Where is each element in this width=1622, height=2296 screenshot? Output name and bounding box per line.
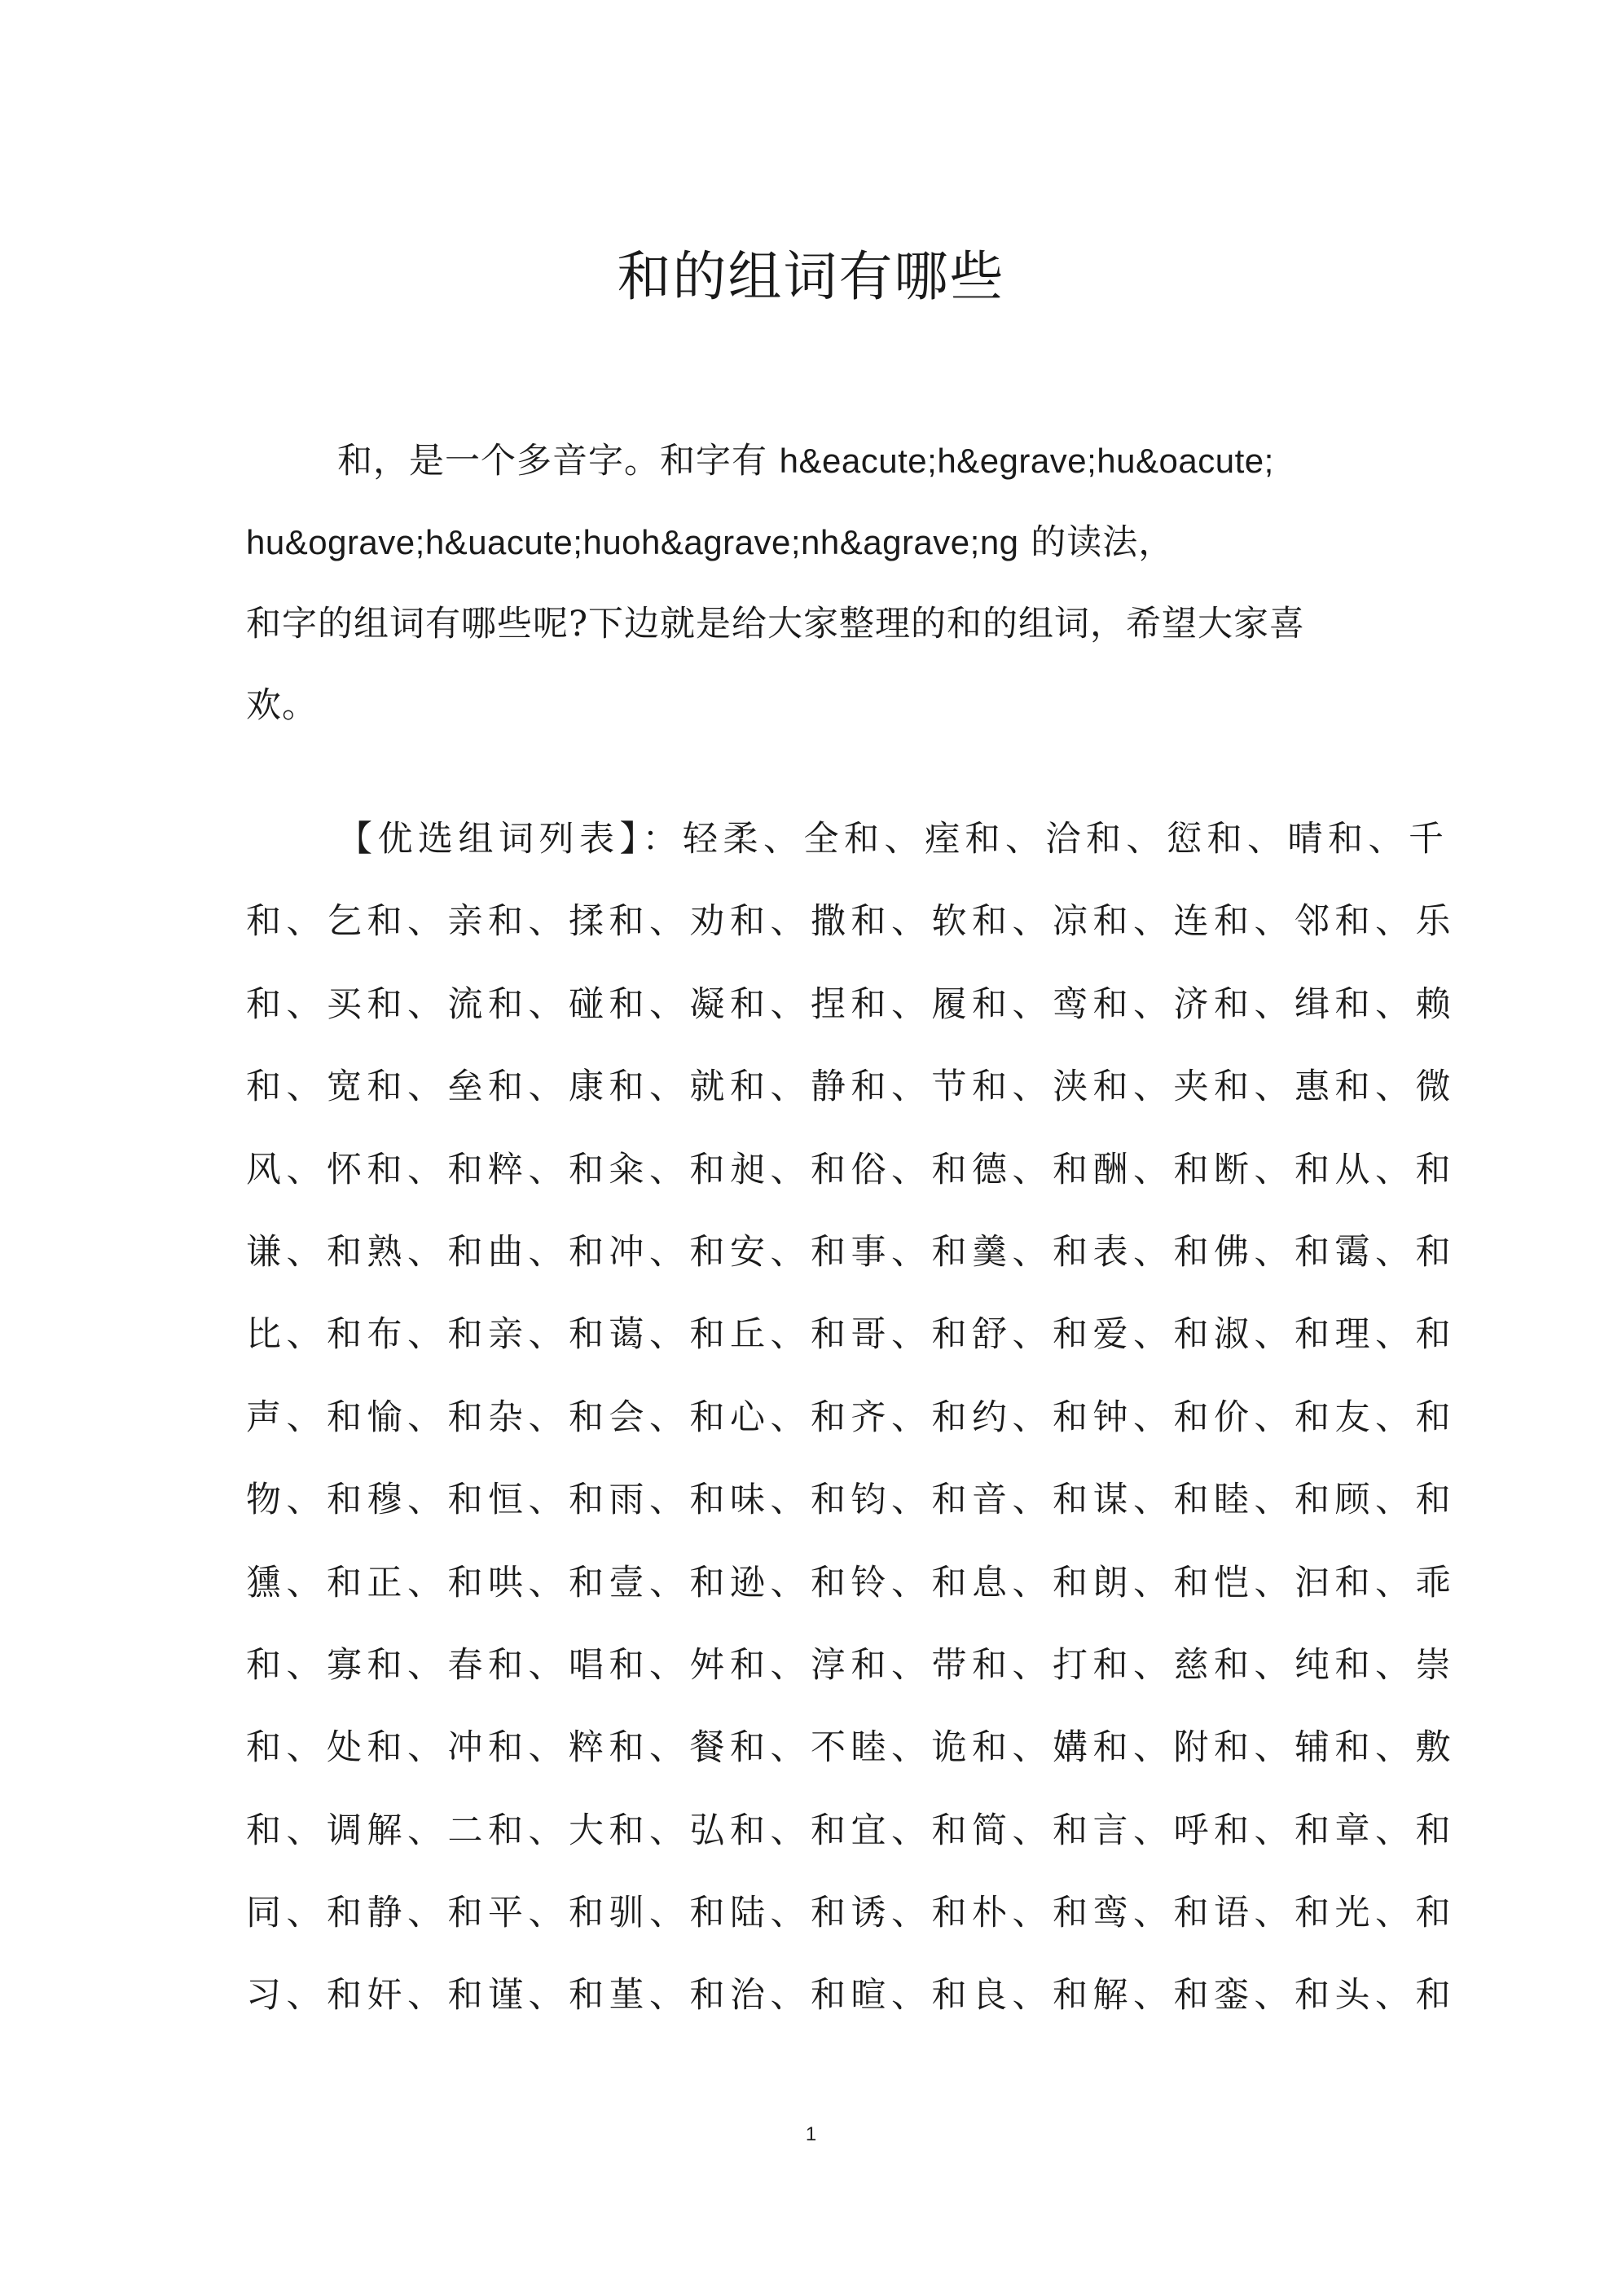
intro-line-1-pinyin: h&eacute;h&egrave;hu&oacute; [779, 442, 1274, 480]
word-list-line: 和、调解、二和、大和、弘和、和宜、和简、和言、呼和、和章、和 [246, 1810, 1456, 1851]
word-list-line: 声、和愉、和杂、和会、和心、和齐、和约、和钟、和价、和友、和 [246, 1397, 1456, 1438]
intro-line-4: 欢。 [246, 685, 318, 726]
word-list-line: 谦、和熟、和曲、和冲、和安、和事、和羹、和表、和佛、和霭、和 [246, 1231, 1456, 1273]
intro-line-2 [246, 508, 1338, 590]
word-list-line: 比、和布、和亲、和蔼、和丘、和哥、和舒、和爱、和淑、和理、和 [246, 1314, 1456, 1356]
intro-line-1-text: 和，是一个多音字。和字有 [337, 441, 780, 482]
word-list-line: 和、处和、冲和、粹和、餐和、不睦、诡和、媾和、附和、辅和、敷 [246, 1727, 1456, 1769]
page-number: 1 [805, 2123, 817, 2145]
word-list-line: 同、和静、和平、和驯、和陆、和诱、和朴、和鸾、和语、和光、和 [246, 1893, 1456, 1934]
intro-paragraph [246, 427, 1338, 753]
word-list-line: 和、买和、流和、碰和、凝和、捏和、履和、鸾和、济和、缉和、赖 [246, 983, 1456, 1025]
word-list-line: 【优选组词列表】：轻柔、全和、痓和、洽和、愆和、晴和、千 [337, 819, 1449, 860]
intro-line-1 [246, 427, 1338, 508]
word-list-line: 风、怀和、和粹、和籴、和昶、和俗、和德、和酬、和断、和从、和 [246, 1149, 1456, 1190]
intro-line-3: 和字的组词有哪些呢?下边就是给大家整理的和的组词，希望大家喜 [246, 604, 1306, 644]
intro-line-2-pinyin: hu&ograve;h&uacute;huoh&agrave;nh&agrave;ng [246, 523, 1019, 561]
word-list-line: 物、和穆、和恒、和雨、和味、和钧、和音、和谋、和睦、和顾、和 [246, 1480, 1456, 1521]
document-title: 和的组词有哪些 [617, 245, 1005, 308]
word-list-line: 习、和奸、和谨、和堇、和治、和暄、和良、和解、和銮、和头、和 [246, 1975, 1456, 2017]
word-list-paragraph [246, 805, 1456, 2044]
word-list-line: 和、寡和、春和、唱和、舛和、淳和、带和、打和、慈和、纯和、崇 [246, 1644, 1456, 1686]
word-list-line: 和、宽和、垒和、康和、就和、静和、节和、浃和、夹和、惠和、微 [246, 1067, 1456, 1108]
intro-line-2-text: 的读法， [1018, 522, 1175, 563]
word-list-line: 和、乞和、亲和、揉和、劝和、撒和、软和、凉和、连和、邻和、乐 [246, 901, 1456, 943]
word-list-line: 獯、和正、和哄、和壹、和逊、和铃、和息、和朗、和恺、汩和、乖 [246, 1562, 1456, 1603]
